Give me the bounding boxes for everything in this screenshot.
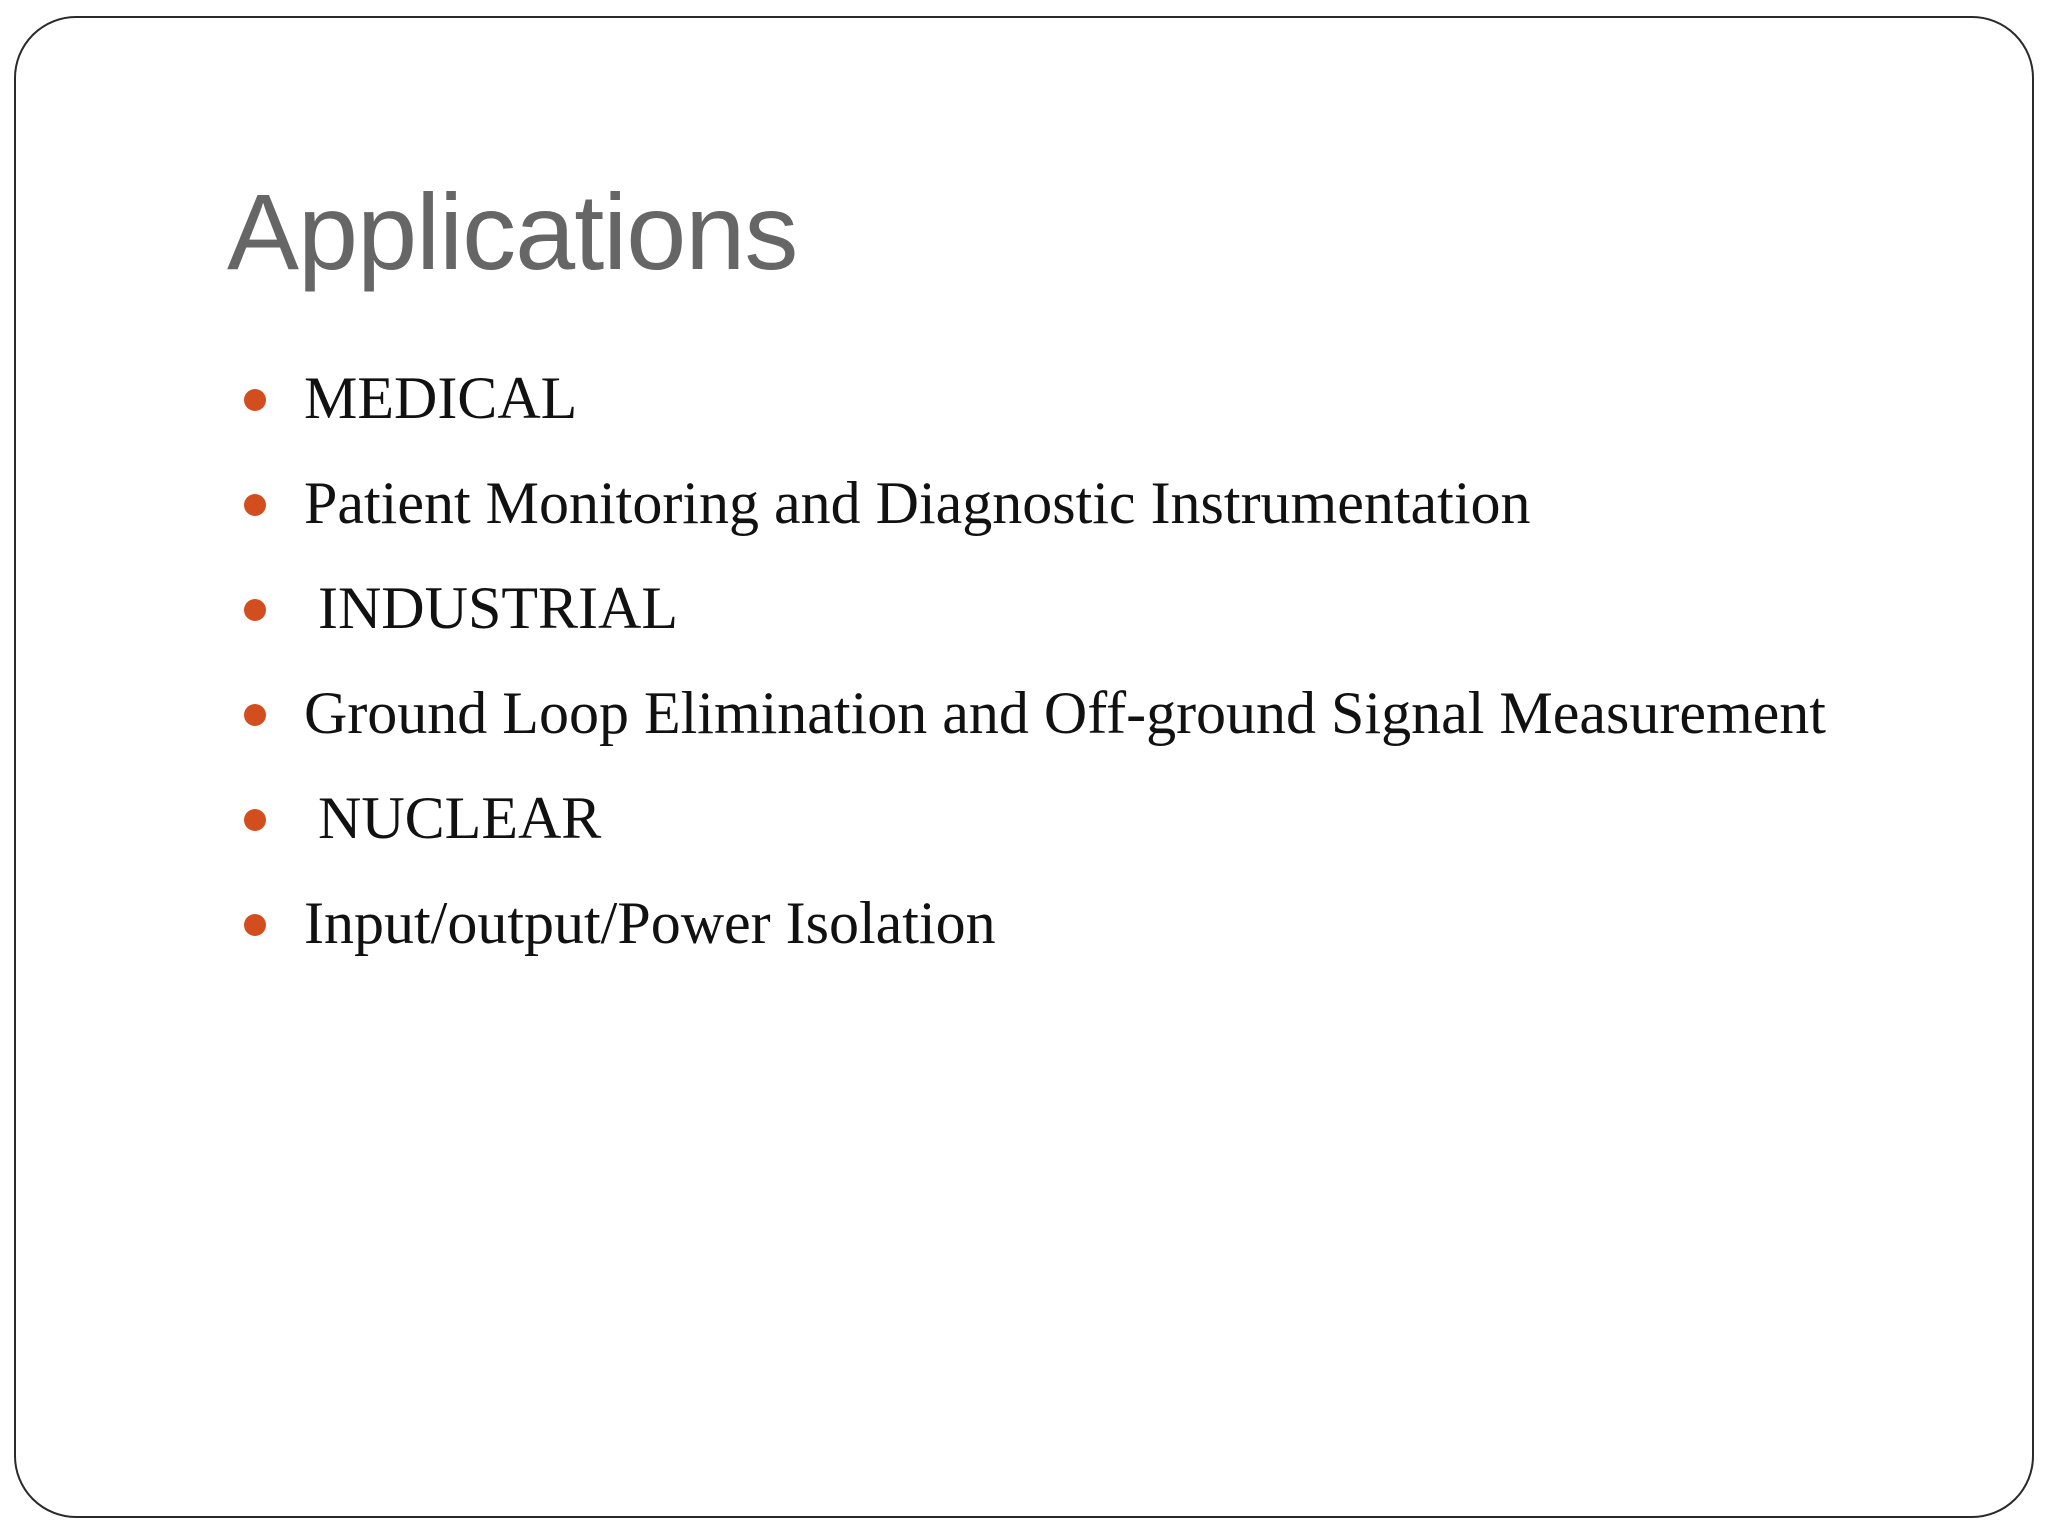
bullet-item-industrial xyxy=(227,563,1867,653)
bullet-item-nuclear xyxy=(227,773,1867,863)
bullet-dot-icon xyxy=(244,599,266,621)
bullet-text: INDUSTRIAL xyxy=(318,575,678,641)
bullet-text: MEDICAL xyxy=(304,365,578,431)
bullet-text: NUCLEAR xyxy=(318,785,602,851)
bullet-text: Patient Monitoring and Diagnostic Instrumentation xyxy=(304,470,1531,536)
bullet-list xyxy=(227,353,1867,983)
bullet-dot-icon xyxy=(244,494,266,516)
bullet-item-isolation xyxy=(227,878,1867,968)
slide-frame xyxy=(14,16,2034,1518)
bullet-text: Ground Loop Elimination and Off-ground Signal Measurement xyxy=(304,680,1826,746)
bullet-text: Input/output/Power Isolation xyxy=(304,890,996,956)
bullet-dot-icon xyxy=(244,389,266,411)
bullet-dot-icon xyxy=(244,704,266,726)
bullet-item-medical xyxy=(227,353,1867,443)
bullet-item-ground-loop xyxy=(227,668,1867,758)
slide-title: Applications xyxy=(227,171,798,292)
bullet-item-patient-monitoring xyxy=(227,458,1867,548)
bullet-dot-icon xyxy=(244,914,266,936)
bullet-dot-icon xyxy=(244,809,266,831)
